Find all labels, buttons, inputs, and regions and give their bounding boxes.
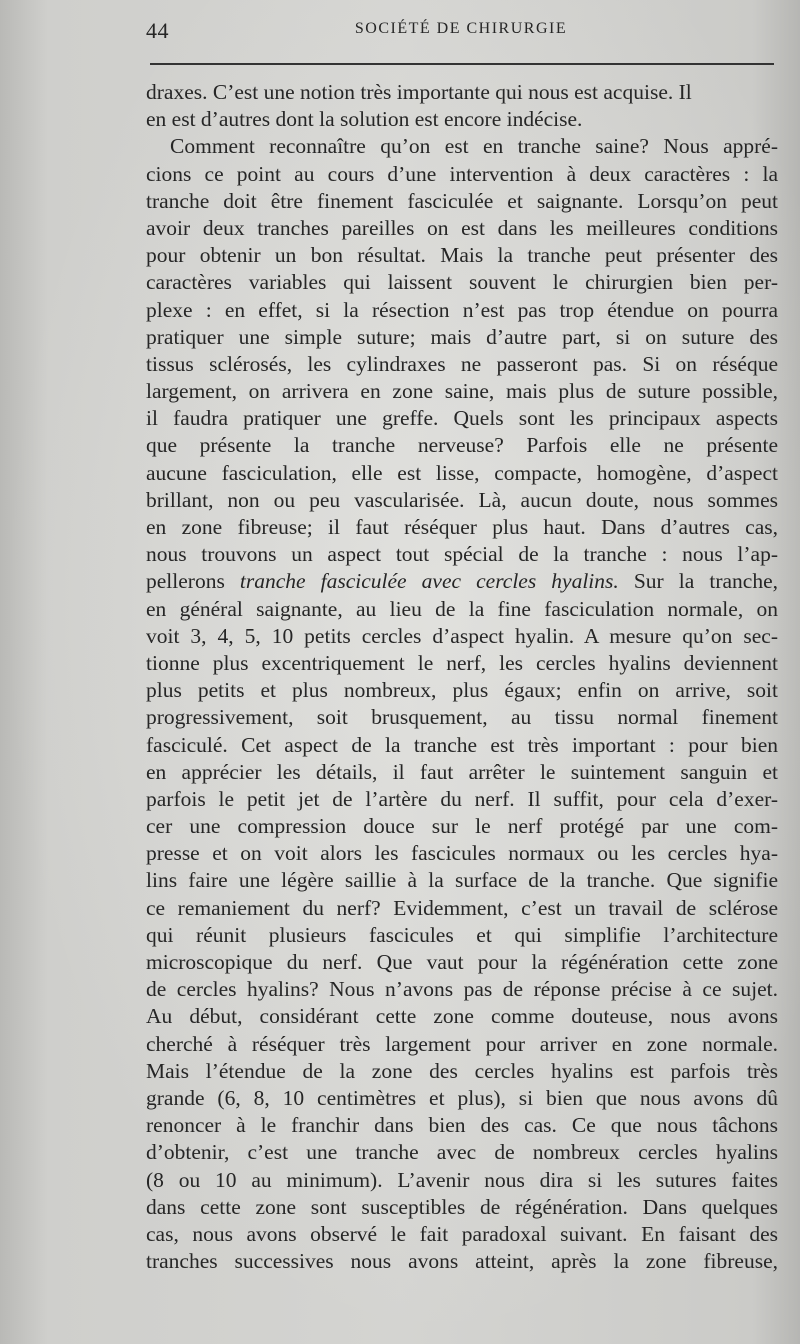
text-line: voit 3, 4, 5, 10 petits cercles d’aspect hyalin. A mesure qu’on sec- xyxy=(146,623,778,648)
text-line: pour obtenir un bon résultat. Mais la tranche peut présenter des xyxy=(146,243,778,268)
text-line: cherché à réséquer très largement pour arriver en zone normale. xyxy=(146,1031,778,1056)
text-line: fasciculé. Cet aspect de la tranche est très important : pour bien xyxy=(146,732,778,757)
text-line: Comment reconnaître qu’on est en tranche saine? Nous appré- xyxy=(170,134,778,159)
text-line: dans cette zone sont susceptibles de régénération. Dans quelques xyxy=(146,1194,778,1219)
page-header xyxy=(146,18,776,46)
text-line: de cercles hyalins? Nous n’avons pas de réponse précise à ce sujet. xyxy=(146,977,778,1002)
text-line: grande (6, 8, 10 centimètres et plus), si bien que nous avons dû xyxy=(146,1085,778,1110)
text-line: qui réunit plusieurs fascicules et qui simplifie l’architecture xyxy=(146,922,778,947)
text-line: draxes. C’est une notion très importante qui nous est acquise. Il xyxy=(146,80,692,104)
text-line: en général saignante, au lieu de la fine fasciculation normale, on xyxy=(146,596,778,621)
text-line: Mais l’étendue de la zone des cercles hyalins est parfois très xyxy=(146,1058,778,1083)
text-line: largement, on arrivera en zone saine, mais plus de suture possible, xyxy=(146,379,778,404)
text-line: avoir deux tranches pareilles on est dans les meilleures conditions xyxy=(146,215,778,240)
text-line: que présente la tranche nerveuse? Parfois elle ne présente xyxy=(146,433,778,458)
italic-term: tranche fasciculée avec cercles hyalins. xyxy=(239,569,619,594)
text-line: tissus sclérosés, les cylindraxes ne passeront pas. Si on réséque xyxy=(146,351,778,376)
text-line: en zone fibreuse; il faut réséquer plus haut. Dans d’autres cas, xyxy=(146,515,778,539)
text-line: pratiquer une simple suture; mais d’autre part, si on suture des xyxy=(146,324,778,349)
text-line: nous trouvons un aspect tout spécial de la tranche : nous l’ap- xyxy=(146,542,778,567)
text-line: plus petits et plus nombreux, plus égaux; enfin on arrive, soit xyxy=(146,678,778,703)
text-line: cions ce point au cours d’une intervention à deux caractères : la xyxy=(146,161,778,186)
text-line: progressivement, soit brusquement, au tissu normal finement xyxy=(146,705,778,730)
text-line-with-italic xyxy=(146,568,778,595)
text-line: cer une compression douce sur le nerf protégé par une com- xyxy=(146,814,778,839)
text-line: brillant, non ou peu vascularisée. Là, aucun doute, nous sommes xyxy=(146,487,778,512)
text-line: ce remaniement du nerf? Evidemment, c’est un travail de sclérose xyxy=(146,895,778,920)
text-segment: pellerons xyxy=(146,569,240,594)
text-line: presse et on voit alors les fascicules normaux ou les cercles hya- xyxy=(146,841,778,866)
text-line: il faudra pratiquer une greffe. Quels sont les principaux aspects xyxy=(146,406,778,431)
text-line: tranches successives nous avons atteint, après la zone fibreuse, xyxy=(146,1249,778,1274)
header-rule xyxy=(150,63,774,65)
page-number: 44 xyxy=(146,18,169,43)
text-line: d’obtenir, c’est une tranche avec de nombreux cercles hyalins xyxy=(146,1140,778,1165)
text-segment: Sur la tranche, xyxy=(618,569,778,594)
text-line: parfois le petit jet de l’artère du nerf. Il suffit, pour cela d’exer- xyxy=(146,786,778,811)
body-text xyxy=(146,79,778,1275)
text-line: en est d’autres dont la solution est encore indécise. xyxy=(146,107,583,132)
text-line: microscopique du nerf. Que vaut pour la régénération cette zone xyxy=(146,950,778,974)
text-line: caractères variables qui laissent souvent le chirurgien bien per- xyxy=(146,270,778,295)
text-line: renoncer à le franchir dans bien des cas. Ce que nous tâchons xyxy=(146,1113,778,1138)
text-line: en apprécier les détails, il faut arrêter le suintement sanguin et xyxy=(146,759,778,784)
text-line: tranche doit être finement fasciculée et saignante. Lorsqu’on peut xyxy=(146,188,778,213)
text-line: plexe : en effet, si la résection n’est pas trop étendue on pourra xyxy=(146,297,778,322)
text-line: lins faire une légère saillie à la surface de la tranche. Que signifie xyxy=(146,868,778,893)
text-line: cas, nous avons observé le fait paradoxal suivant. En faisant des xyxy=(146,1221,778,1246)
running-head: SOCIÉTÉ DE CHIRURGIE xyxy=(354,20,568,37)
text-line: aucune fasciculation, elle est lisse, compacte, homogène, d’aspect xyxy=(146,460,778,485)
text-line: Au début, considérant cette zone comme douteuse, nous avons xyxy=(146,1004,778,1029)
text-line: tionne plus excentriquement le nerf, les cercles hyalins deviennent xyxy=(146,650,778,675)
text-line: (8 ou 10 au minimum). L’avenir nous dira si les sutures faites xyxy=(146,1167,778,1192)
